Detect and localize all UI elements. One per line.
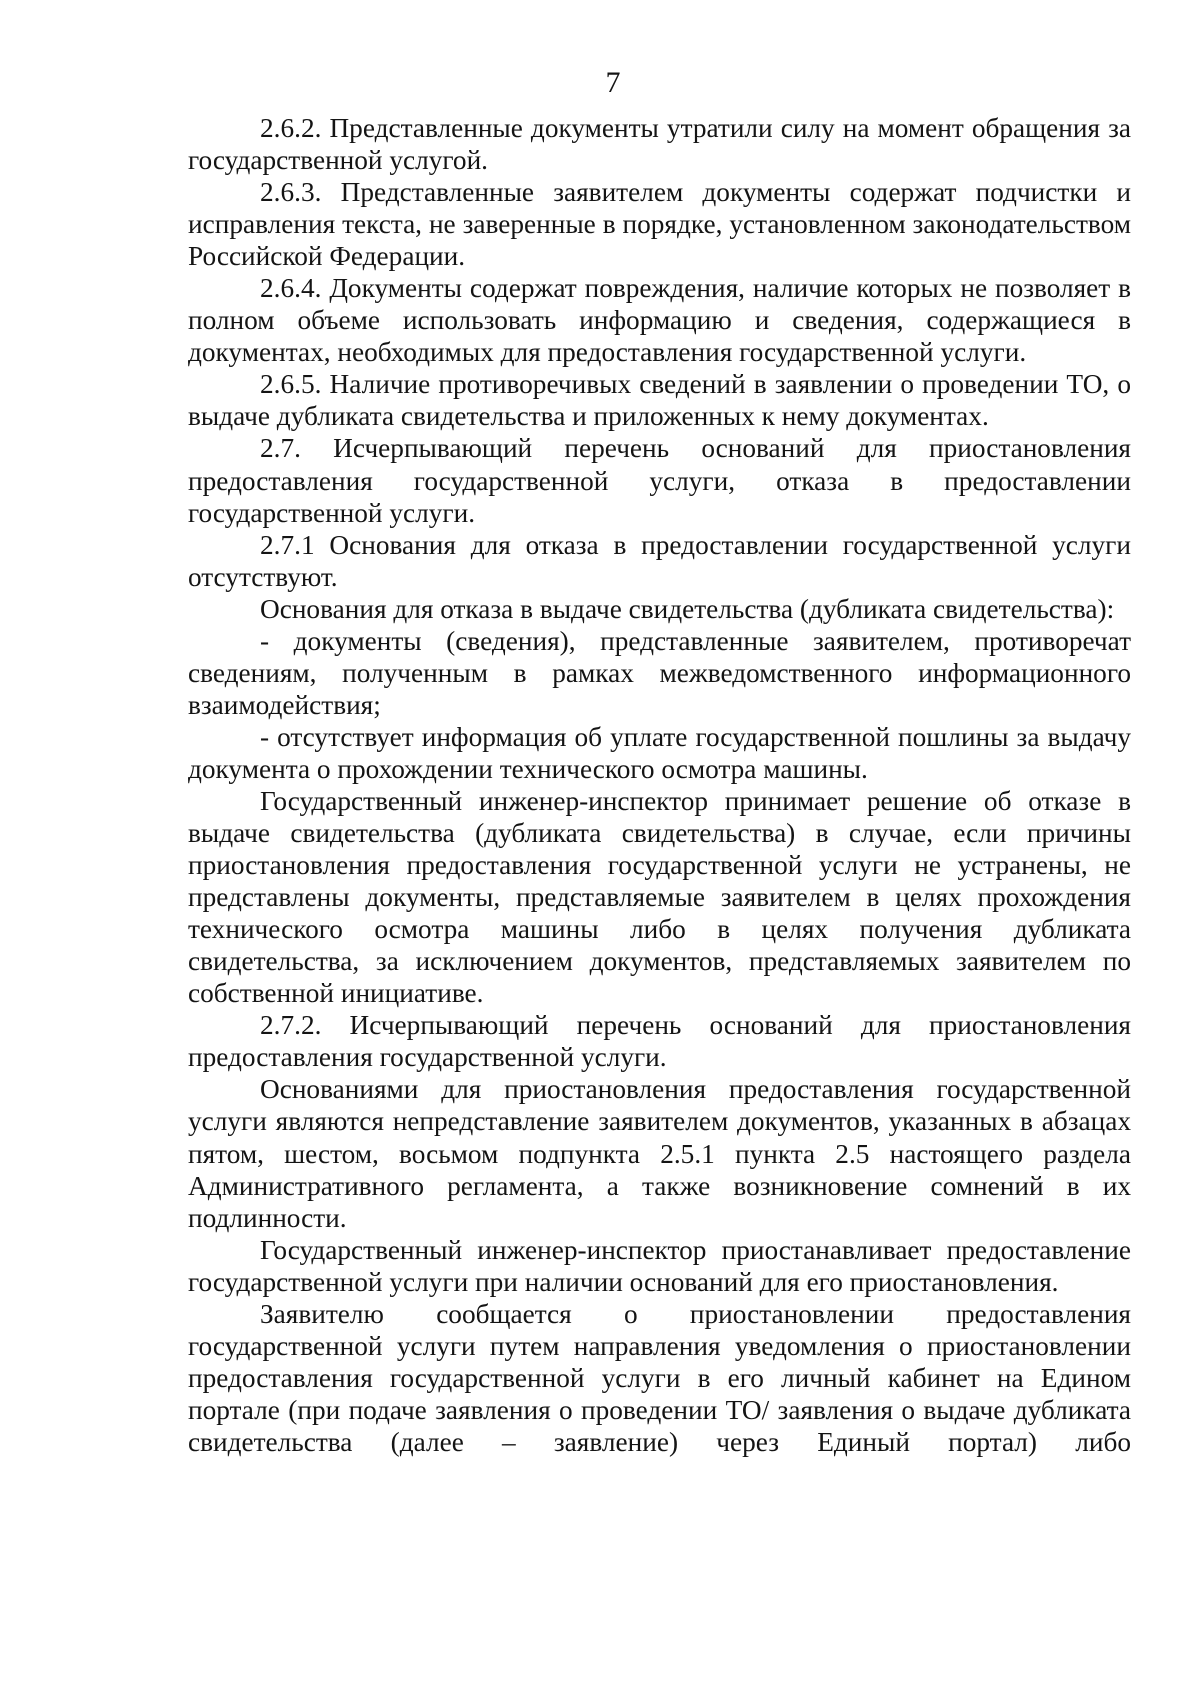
paragraph-applicant-notification: Заявителю сообщается о приостановлении предоставления государственной услуги путем направления уведомления о приостановлении предоставления государственной услуги в его личный кабинет на Едином портале (при подаче заявления о проведении ТО/ заявления о выдаче дубликата свидетельства (далее – заявление) через Единый портал) либо [188,1298,1131,1457]
paragraph-2-6-4: 2.6.4. Документы содержат повреждения, наличие которых не позволяет в полном объеме использовать информацию и сведения, содержащиеся в документах, необходимых для предоставления государственной услуги. [188,273,1131,368]
page-number: 7 [605,66,621,99]
list-item-contradicting-documents: - документы (сведения), представленные заявителем, противоречат сведениям, полученным в рамках межведомственного информационного взаимодействия; [188,625,1131,720]
document-body [188,112,1131,1458]
paragraph-refusal-grounds: Основания для отказа в выдаче свидетельства (дубликата свидетельства): [260,593,1115,624]
paragraph-2-6-2: 2.6.2. Представленные документы утратили силу на момент обращения за государственной услугой. [188,113,1131,176]
paragraph-inspector-refusal: Государственный инженер-инспектор принимает решение об отказе в выдаче свидетельства (дубликата свидетельства) в случае, если причины приостановления предоставления государственной услуги не устранены, не представлены документы, представляемые заявителем в целях прохождения технического осмотра машины либо в целях получения дубликата свидетельства, за исключением документов, представляемых заявителем по собственной инициативе. [188,785,1131,1009]
paragraph-suspension-grounds: Основаниями для приостановления предоставления государственной услуги являются непредставление заявителем документов, указанных в абзацах пятом, шестом, восьмом подпункта 2.5.1 пункта 2.5 настоящего раздела Административного регламента, а также возникновение сомнений в их подлинности. [188,1074,1131,1233]
paragraph-2-7-1: 2.7.1 Основания для отказа в предоставлении государственной услуги отсутствуют. [188,529,1131,592]
paragraph-2-6-3: 2.6.3. Представленные заявителем документы содержат подчистки и исправления текста, не заверенные в порядке, установленном законодательством Российской Федерации. [188,177,1131,272]
paragraph-inspector-suspends: Государственный инженер-инспектор приостанавливает предоставление государственной услуги при наличии оснований для его приостановления. [188,1234,1131,1297]
paragraph-2-7-2: 2.7.2. Исчерпывающий перечень оснований для приостановления предоставления государственной услуги. [188,1010,1131,1073]
list-item-missing-fee-info: - отсутствует информация об уплате государственной пошлины за выдачу документа о прохождении технического осмотра машины. [188,721,1131,784]
paragraph-2-6-5: 2.6.5. Наличие противоречивых сведений в заявлении о проведении ТО, о выдаче дубликата свидетельства и приложенных к нему документах. [188,369,1131,432]
paragraph-2-7: 2.7. Исчерпывающий перечень оснований для приостановления предоставления государственной услуги, отказа в предоставлении государственной услуги. [188,433,1131,528]
